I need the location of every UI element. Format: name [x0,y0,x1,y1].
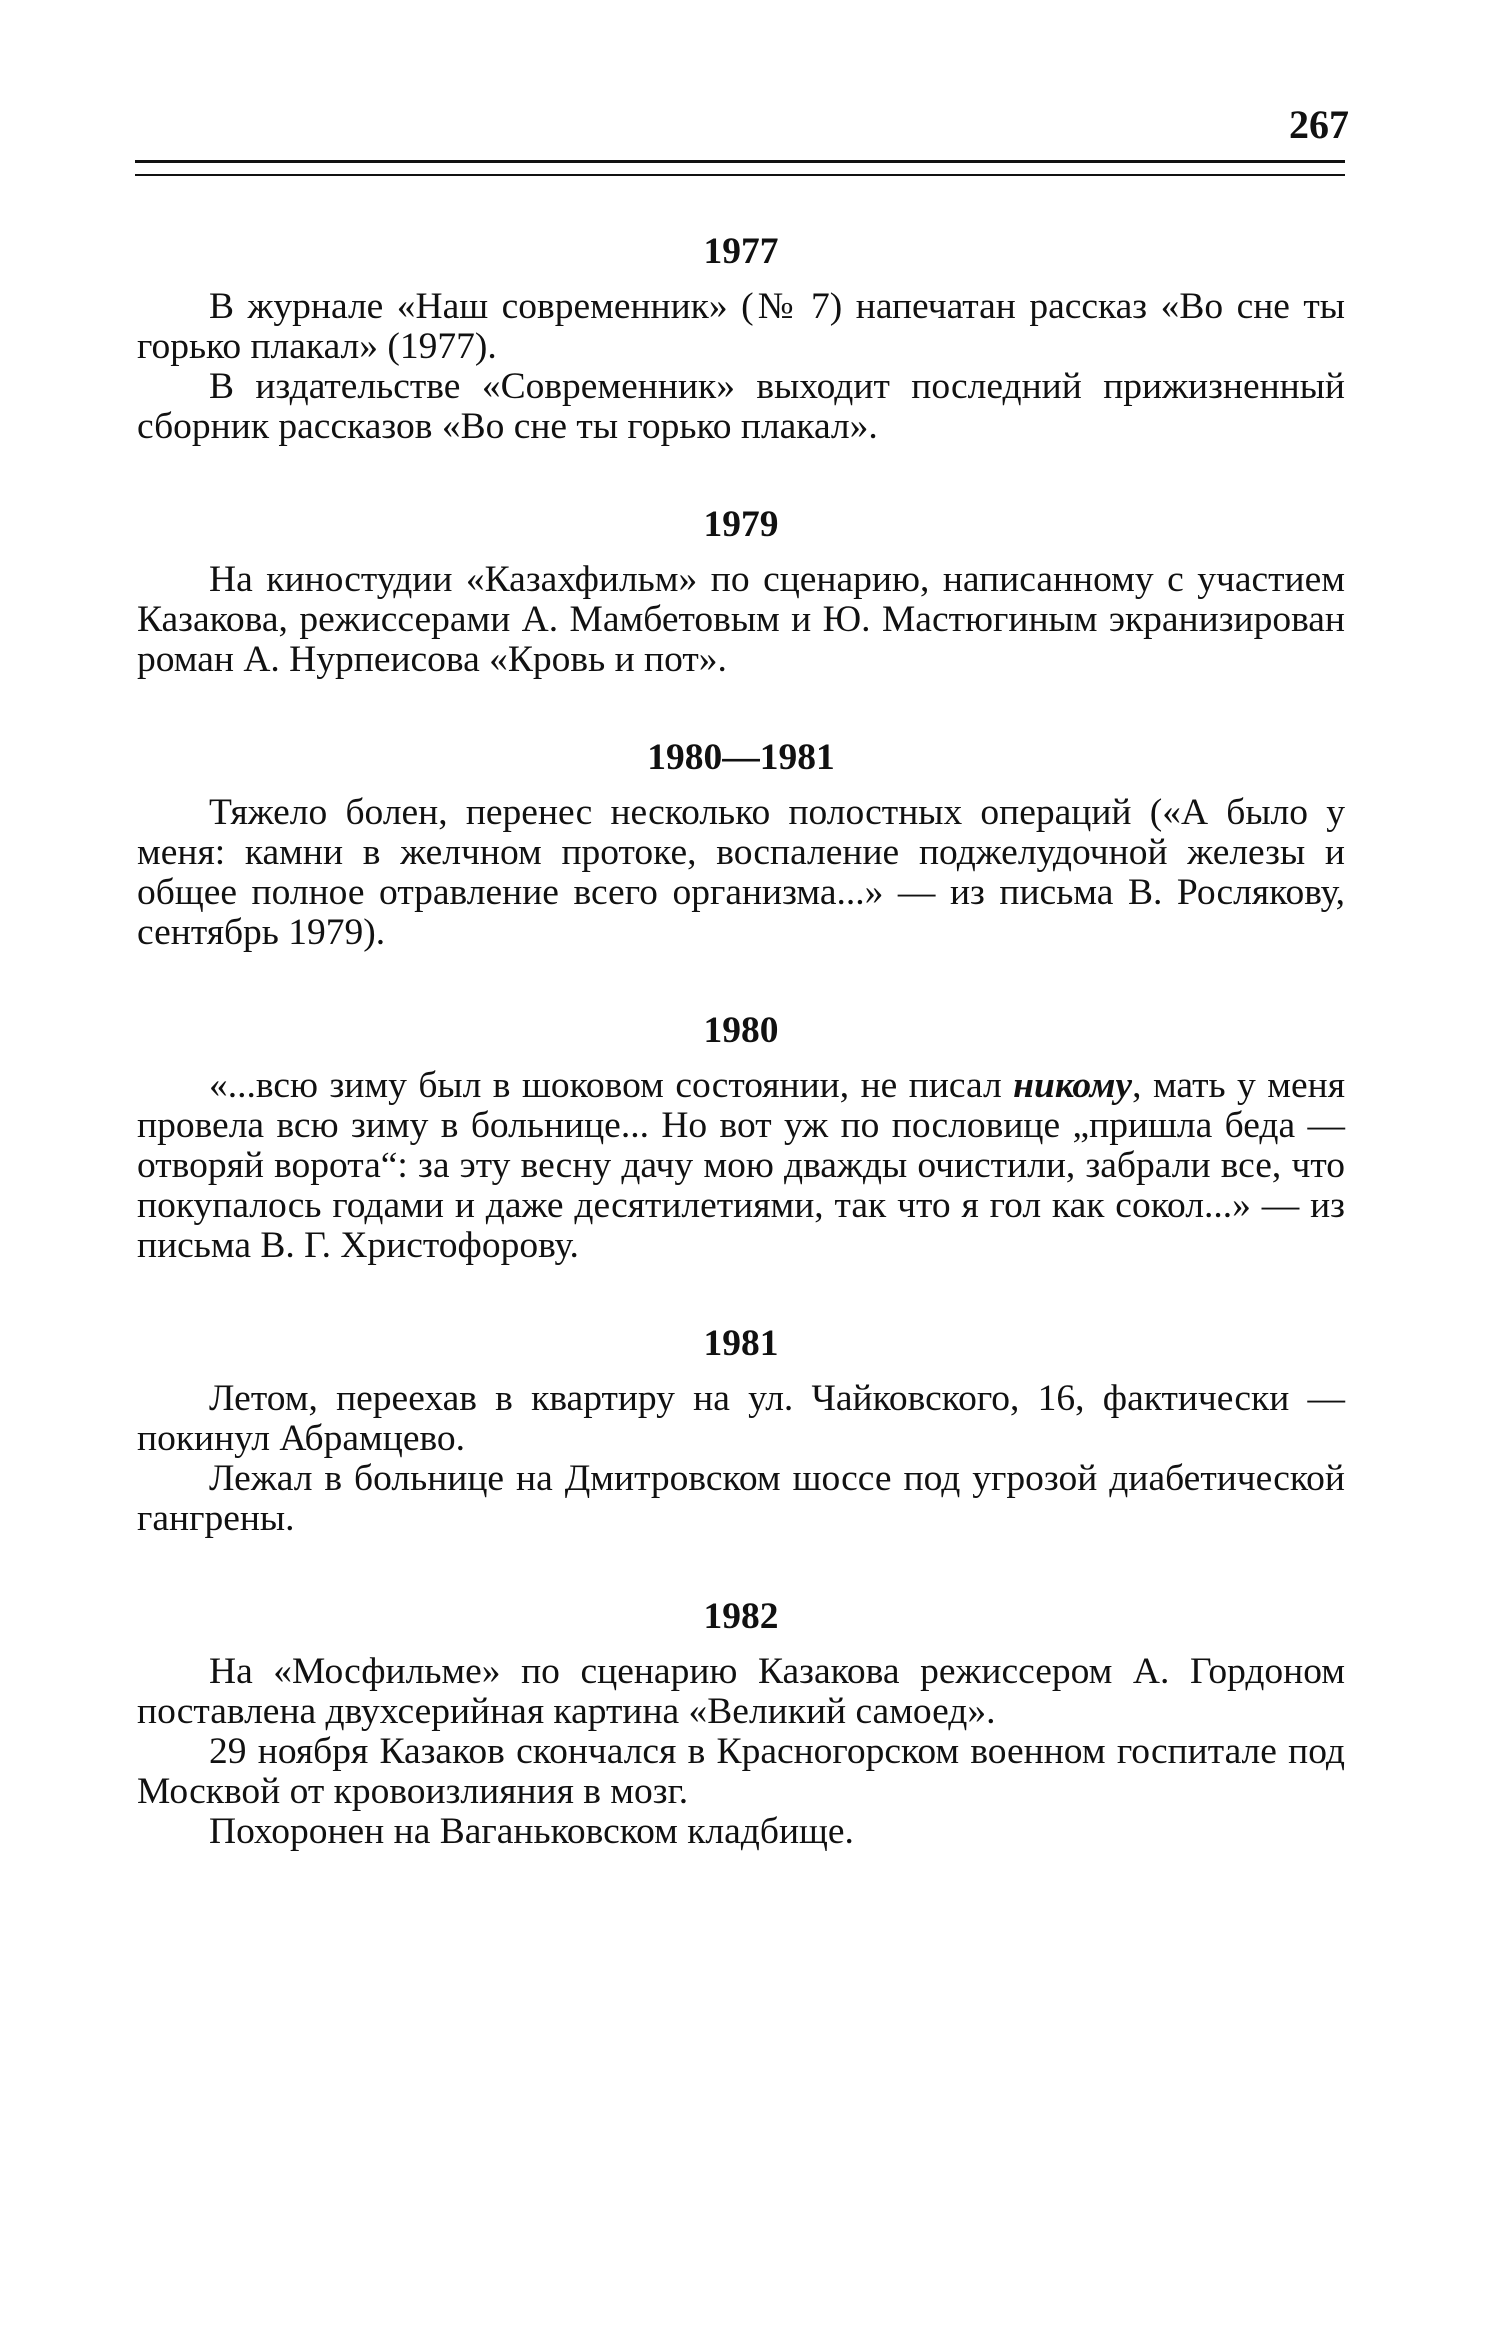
chronology-section-1979 [137,505,1345,680]
section-year: 1980—1981 [647,737,835,778]
paragraph: Лежал в больнице на Дмитровском шоссе под угрозой диабетической гангрены. [137,1458,1345,1539]
paragraph [137,1066,1345,1266]
chronology-section-1980 [137,1011,1345,1266]
paragraph: 29 ноября Казаков скончался в Красногорском военном госпитале под Москвой от кровоизлияния в мозг. [137,1731,1345,1812]
text-run: «...всю зиму был в шоковом состоянии, не писал [209,1065,1014,1106]
emphasis-text: никому [1013,1065,1133,1106]
chronology-section-1980-1981 [137,738,1345,953]
page-number: 267 [1289,102,1349,147]
paragraph: На «Мосфильме» по сценарию Казакова режиссером А. Гордоном поставлена двухсерийная картина «Великий самоед». [137,1651,1345,1732]
chronology-section-1982 [137,1597,1345,1852]
paragraph: Тяжело болен, перенес несколько полостных операций («А было у меня: камни в желчном протоке, воспаление поджелудочной железы и общее полное отравление всего организма...» — из письма В. Рослякову, сентябрь 1979). [137,792,1345,953]
chronology-section-1981 [137,1324,1345,1539]
header-rule-bottom [135,174,1345,176]
paragraph: В издательстве «Современник» выходит последний прижизненный сборник рассказов «Во сне ты горько плакал». [137,366,1345,447]
header-rule-top [135,160,1345,163]
text-run: , мать у меня провела всю зиму в больнице... Но вот уж по пословице „пришла беда — отворяй ворота“: за эту весну дачу мою дважды очистили, забрали все, что покупалось годами и даже десятилетиями, так что я гол как сокол...» — из письма В. Г. Христофорову. [137,1065,1345,1266]
paragraph: На киностудии «Казахфильм» по сценарию, написанному с участием Казакова, режиссерами А. Мамбетовым и Ю. Мастюгиным экранизирован роман А. Нурпеисова «Кровь и пот». [137,559,1345,680]
section-year: 1982 [703,1596,779,1637]
section-year: 1979 [703,504,779,545]
section-year: 1981 [703,1323,779,1364]
chronology-content [137,232,1345,1910]
paragraph: Летом, переехав в квартиру на ул. Чайковского, 16, фактически — покинул Абрамцево. [137,1378,1345,1459]
chronology-section-1977 [137,232,1345,447]
paragraph: В журнале «Наш современник» (№ 7) напечатан рассказ «Во сне ты горько плакал» (1977). [137,286,1345,367]
paragraph: Похоронен на Ваганьковском кладбище. [209,1811,854,1852]
section-year: 1977 [703,231,779,272]
section-year: 1980 [703,1010,779,1051]
